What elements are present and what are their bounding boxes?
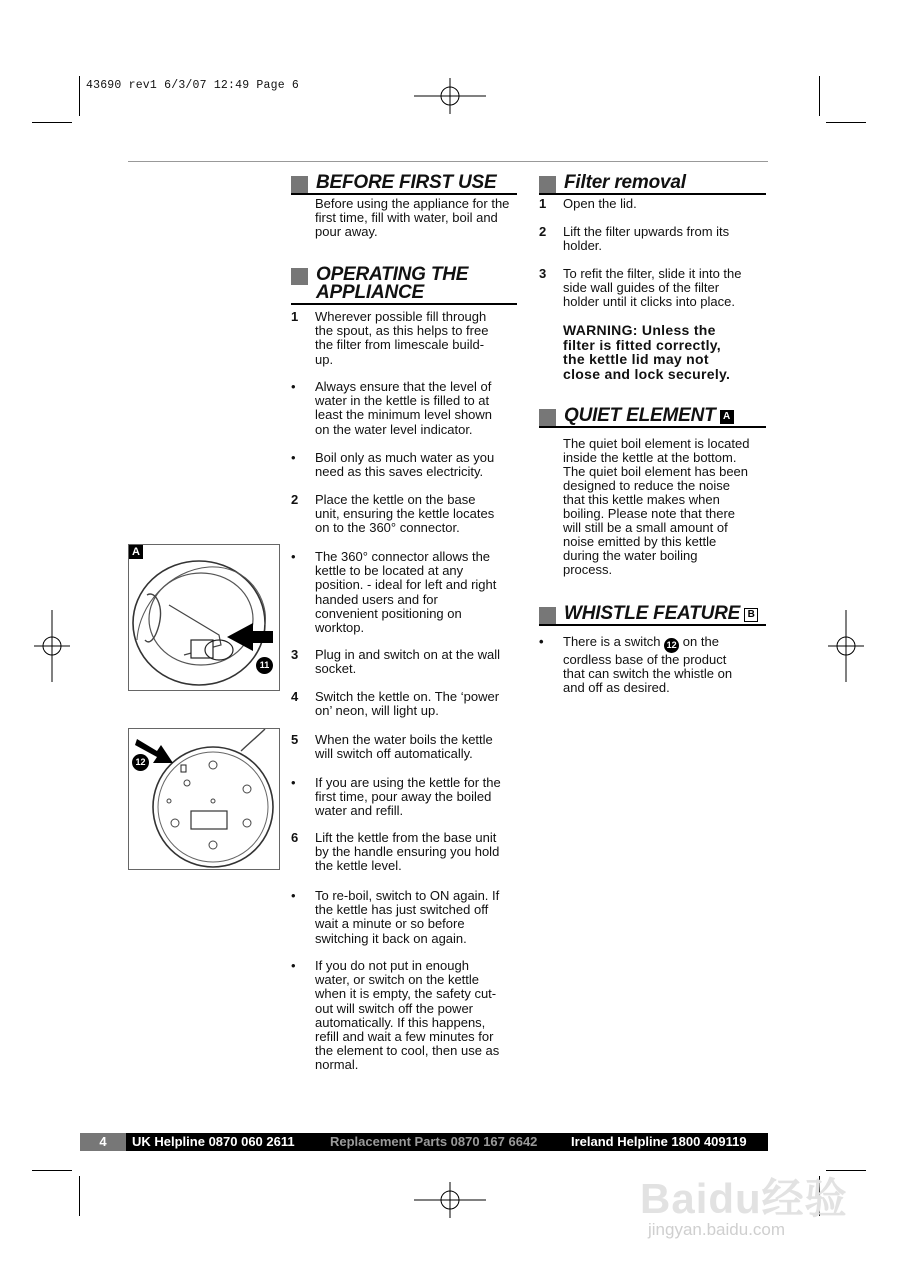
list-item-text: Wherever possible fill through the spout, as this helps to free the filter from limescale build- up.	[315, 309, 489, 367]
cordless-base-illustration	[129, 729, 279, 869]
step-number: 1	[291, 309, 299, 324]
footer-uk-helpline: UK Helpline 0870 060 2611	[132, 1134, 295, 1149]
list-item-text: To re-boil, switch to ON again. If the kettle has just switched off wait a minute or so before switching it back on again.	[315, 888, 500, 946]
callout-11: 11	[256, 657, 273, 674]
list-item-text: Lift the filter upwards from its holder.	[563, 224, 730, 254]
crop-mark	[32, 122, 72, 123]
step-number: 3	[539, 266, 547, 281]
crop-mark	[79, 76, 80, 116]
step-number: 3	[291, 647, 299, 662]
step-number: 1	[539, 196, 547, 211]
figure-a-label: A	[129, 545, 143, 559]
filter-warning: WARNING: Unless the filter is fitted correctly, the kettle lid may not close and lock securely.	[563, 322, 731, 382]
step-number: 2	[539, 224, 547, 239]
list-item-text: Always ensure that the level of water in the kettle is filled to at least the minimum level shown on the water level indicator.	[315, 379, 493, 437]
badge-a: A	[720, 410, 734, 424]
list-item-text: Plug in and switch on at the wall socket.	[315, 647, 500, 677]
bullet-marker: •	[291, 379, 296, 394]
crop-mark	[826, 122, 866, 123]
figure-b-whistle-switch	[128, 728, 280, 870]
crop-mark	[819, 76, 820, 116]
registration-mark-left	[32, 610, 72, 682]
footer-ireland-helpline: Ireland Helpline 1800 409119	[571, 1134, 747, 1149]
print-slug: 43690 rev1 6/3/07 12:49 Page 6	[86, 79, 300, 92]
page-number: 4	[80, 1133, 126, 1151]
figure-a-kettle-connector	[128, 544, 280, 691]
list-item-text: Lift the kettle from the base unit by the handle ensuring you hold the kettle level.	[315, 830, 500, 874]
crop-mark	[79, 1176, 80, 1216]
registration-mark-bottom	[414, 1180, 486, 1220]
quiet-element-text: The quiet boil element is located inside the kettle at the bottom. The quiet boil element has been designed to reduce the noise that this kettle makes when boiling. Please note that there will still be a small amount of noise emitted by this kettle during the water boiling process.	[563, 436, 750, 577]
callout-12: 12	[132, 754, 149, 771]
before-first-use-text: Before using the appliance for the first time, fill with water, boil and pour away.	[315, 196, 510, 239]
bullet-marker: •	[291, 888, 296, 903]
step-number: 4	[291, 689, 299, 704]
list-item-text: If you are using the kettle for the first time, pour away the boiled water and refill.	[315, 775, 501, 819]
bullet-marker: •	[291, 958, 296, 973]
step-number: 2	[291, 492, 299, 507]
list-item-text: If you do not put in enough water, or switch on the kettle when it is empty, the safety cut- out will switch off the power automatically. If this happens, refill and wait a few minutes for the element to cool, then use as normal.	[315, 958, 500, 1073]
watermark-url: jingyan.baidu.com	[648, 1220, 786, 1239]
watermark-logo: Baidu经验	[640, 1175, 848, 1222]
bullet-marker: •	[291, 450, 296, 465]
step-number: 6	[291, 830, 299, 845]
footer-replacement-parts: Replacement Parts 0870 167 6642	[330, 1134, 538, 1149]
switch-12-icon: 12	[664, 638, 679, 653]
step-number: 5	[291, 732, 299, 747]
list-item-text: When the water boils the kettle will switch off automatically.	[315, 732, 493, 762]
registration-mark-right	[826, 610, 866, 682]
registration-mark-top	[414, 76, 486, 116]
list-item-text: The 360° connector allows the kettle to be located at any position. - ideal for left and right handed users and for convenient positioning on worktop.	[315, 549, 497, 636]
list-item-text: To refit the filter, slide it into the side wall guides of the filter holder until it clicks into place.	[563, 266, 742, 310]
list-item-text: Open the lid.	[563, 196, 637, 211]
badge-b: B	[744, 608, 758, 622]
list-item-text: Boil only as much water as you need as this saves electricity.	[315, 450, 495, 480]
list-item-text: Place the kettle on the base unit, ensuring the kettle locates on to the 360° connector.	[315, 492, 495, 536]
crop-mark	[32, 1170, 72, 1171]
bullet-marker: •	[291, 775, 296, 790]
top-rule	[128, 161, 768, 162]
list-item-text: Switch the kettle on. The ‘power on’ neon, will light up.	[315, 689, 500, 719]
bullet-marker: •	[291, 549, 296, 564]
